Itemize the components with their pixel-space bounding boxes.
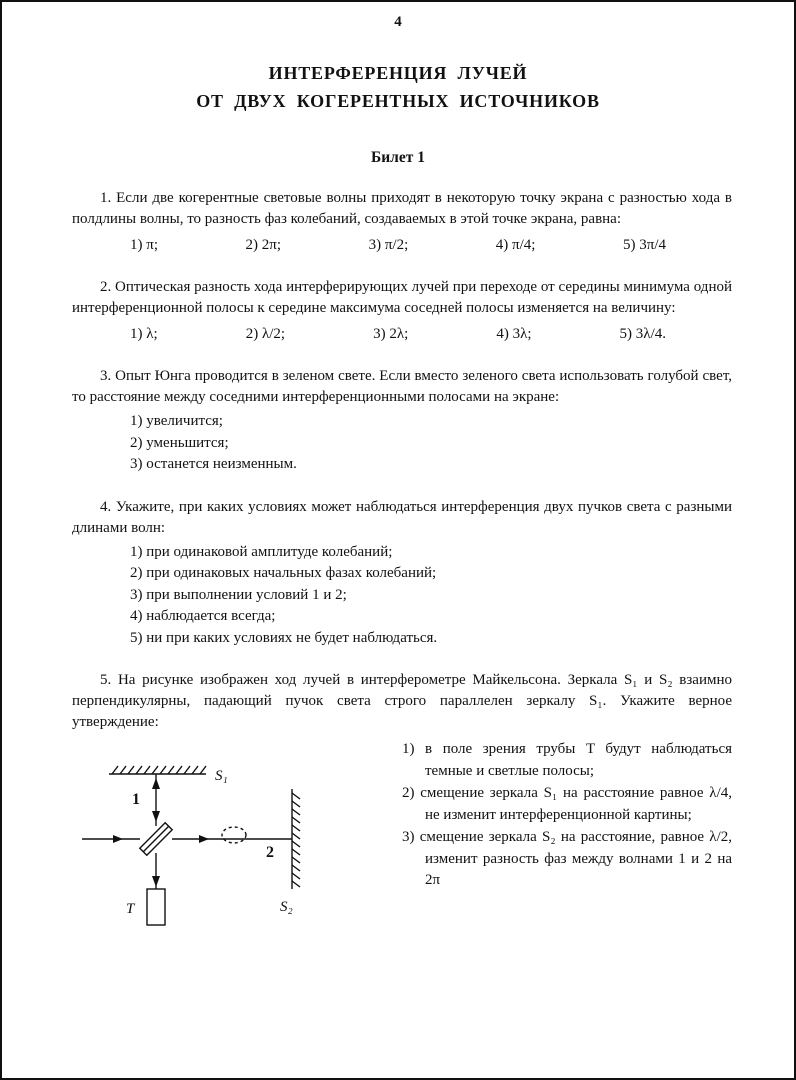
answer-option: 1) в поле зрения трубы T будут наблюдаться темные и светлые полосы;	[402, 741, 732, 779]
answer-option: 5) 3π/4	[623, 237, 666, 253]
answer-option: 4) 3λ;	[496, 326, 532, 342]
page-number: 4	[394, 14, 402, 30]
answer-option: 3) смещение зеркала S₂ на расстояние, равное λ/2, изменит разность фаз между волнами 1 и 2 на 2π	[402, 829, 732, 888]
question-5-answers	[402, 737, 732, 949]
question-5	[72, 670, 732, 949]
arrow-down-icon	[152, 811, 160, 822]
ray-2	[172, 827, 292, 843]
michelson-interferometer-diagram	[74, 749, 374, 949]
answer-option: 1) при одинаковой амплитуде колебаний;	[130, 543, 393, 560]
telescope-label: T	[126, 901, 135, 917]
page-title-line2: ОТ ДВУХ КОГЕРЕНТНЫХ ИСТОЧНИКОВ	[196, 91, 600, 111]
answer-option: 2) смещение зеркала S₁ на расстояние равное λ/4, не изменит интерференционной картины;	[402, 785, 732, 823]
mirror-s1	[109, 766, 206, 774]
beam-splitter	[140, 823, 172, 855]
virtual-mirror-dashed-outline	[222, 827, 246, 843]
page-title	[2, 59, 794, 115]
question-4	[72, 497, 732, 650]
answer-option: 4) наблюдается всегда;	[130, 608, 276, 624]
question-3-answers	[72, 411, 732, 476]
ray-1	[152, 774, 160, 826]
ticket-heading: Билет 1	[371, 149, 425, 166]
mirror-s1-label: S₁	[215, 768, 228, 784]
answer-option: 3) останется неизменным.	[130, 456, 297, 472]
arrow-right-icon	[199, 835, 209, 843]
question-1	[72, 188, 732, 256]
answer-option: 1) увеличится;	[130, 413, 223, 429]
answer-option: 1) λ;	[130, 326, 158, 342]
question-3-stem: 3. Опыт Юнга проводится в зеленом свете. Если вместо зеленого света использовать голубой свет, то расстояние между соседними интерференционными полосами на экране:	[72, 368, 732, 405]
arrow-right-icon	[113, 835, 123, 843]
question-2-answers	[72, 322, 732, 345]
answer-option: 3) 2λ;	[373, 326, 409, 342]
question-5-stem: 5. На рисунке изображен ход лучей в интерферометре Майкельсона. Зеркала S₁ и S₂ взаимно перпендикулярны, падающий пучок света строго параллелен зеркалу S₁. Укажите верное утверждение:	[72, 672, 732, 730]
arrow-up-icon	[152, 778, 160, 789]
question-2-stem: 2. Оптическая разность хода интерферирующих лучей при переходе от середины минимума одной интерференционной полосы к середине максимума соседней полосы изменяется на величину:	[72, 279, 732, 316]
question-5-body	[72, 737, 732, 949]
question-3	[72, 366, 732, 476]
question-4-stem: 4. Укажите, при каких условиях может наблюдаться интерференция двух пучков света с разными длинами волн:	[72, 498, 732, 536]
ray-2-label: 2	[266, 844, 274, 861]
interferometer-figure	[72, 737, 402, 949]
mirror-s2	[292, 789, 300, 889]
question-2	[72, 277, 732, 345]
answer-option: 5) 3λ/4.	[619, 326, 666, 342]
answer-option: 3) π/2;	[368, 237, 409, 253]
answer-option: 2) уменьшится;	[130, 434, 229, 451]
answer-option: 3) при выполнении условий 1 и 2;	[130, 586, 347, 603]
page-content	[2, 188, 794, 949]
answer-option: 1) π;	[130, 237, 158, 253]
page-title-line1: ИНТЕРФЕРЕНЦИЯ ЛУЧЕЙ	[268, 63, 528, 83]
mirror-s2-label: S₂	[280, 899, 293, 915]
answer-option: 5) ни при каких условиях не будет наблюдаться.	[130, 629, 438, 646]
answer-option: 2) при одинаковых начальных фазах колебаний;	[130, 565, 437, 581]
question-4-answers	[72, 542, 732, 650]
question-1-stem: 1. Если две когерентные световые волны приходят в некоторую точку экрана с разностью хода в полдлины волны, то разность фаз колебаний, создаваемых в этой точке экрана, равна:	[72, 190, 732, 227]
question-1-answers	[72, 233, 732, 256]
input-beam	[82, 835, 140, 843]
telescope-box	[147, 889, 165, 925]
ray-1-label: 1	[132, 791, 140, 808]
arrow-down-icon	[152, 876, 160, 887]
answer-option: 2) 2π;	[245, 237, 282, 253]
answer-option: 2) λ/2;	[245, 326, 286, 342]
output-beam	[152, 853, 160, 889]
answer-option: 4) π/4;	[495, 237, 536, 253]
